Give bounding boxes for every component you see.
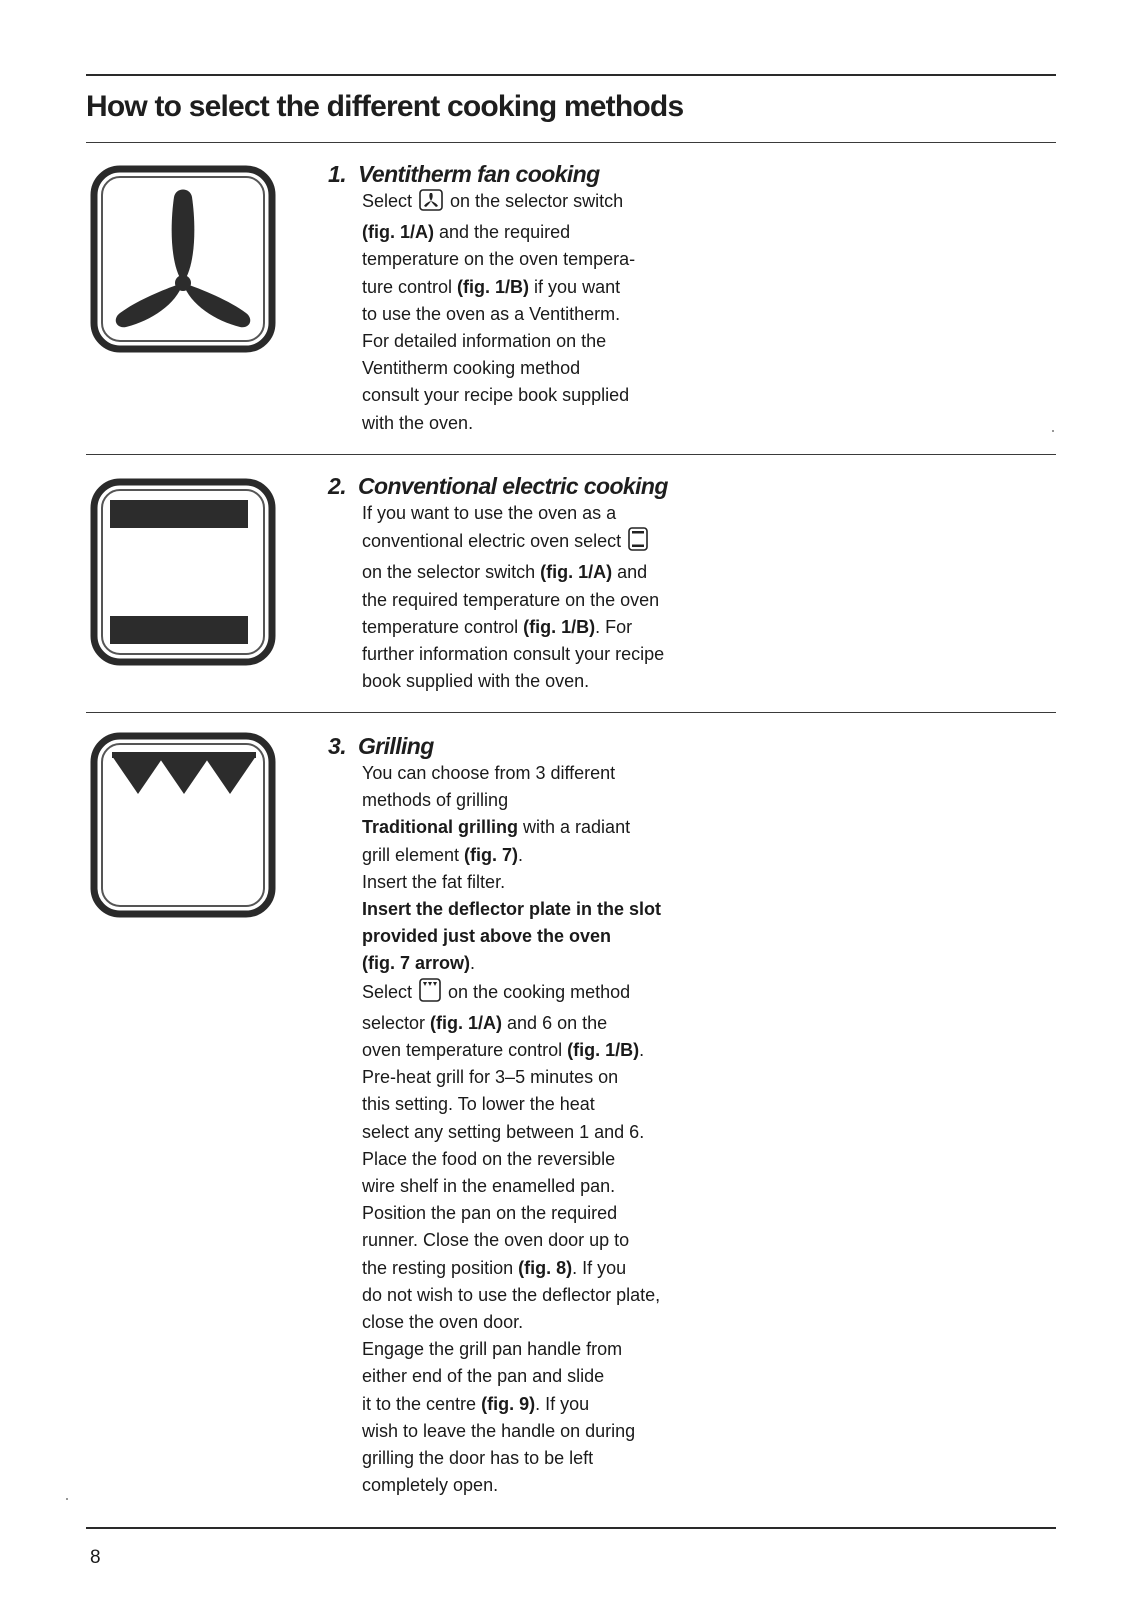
text-line [362,1309,748,1336]
speck [1052,430,1054,432]
text-run: and the required [434,222,571,243]
text-line [362,896,748,923]
text-run: (fig. 1/A) [362,222,434,243]
text-run: (fig. 7 arrow) [362,953,471,974]
text-run: (fig. 1/A) [540,562,613,583]
text-run: completely open. [362,1475,499,1496]
text-line [362,787,748,814]
text-line [362,1010,748,1037]
section-body [362,500,748,695]
text-run: temperature control [362,616,524,637]
top-bottom-heat-icon [628,527,648,559]
text-line [362,188,748,219]
text-line [362,842,748,869]
text-run: the required temperature on the oven [362,589,660,610]
text-run: You can choose from 3 different [362,763,616,783]
section-grilling [328,732,748,1499]
text-line [362,814,748,841]
section-body [362,760,748,1499]
section-heading: 1. Ventitherm fan cooking [328,161,600,187]
text-line [362,760,748,787]
text-line [362,614,748,641]
section-ventitherm [328,160,748,437]
text-run: Place the food on the reversible [362,1148,616,1169]
text-line [362,1119,748,1146]
text-line [362,1037,748,1064]
text-run: close the oven door. [362,1312,524,1333]
text-line [362,1418,748,1445]
section-divider [86,454,1056,455]
text-run: with the oven. [362,412,474,433]
text-run: runner. Close the oven door up to [362,1230,630,1251]
text-run: select any setting between 1 and 6. [362,1121,645,1142]
text-run: and 6 on the [502,1012,608,1033]
text-line [362,1391,748,1418]
text-run: (fig. 1/A) [430,1012,503,1033]
text-run: (fig. 7) [464,844,519,865]
top-bottom-heat-icon [90,478,276,666]
text-line [362,1146,748,1173]
page-number: 8 [90,1547,101,1568]
text-line [362,1227,748,1254]
text-run: temperature on the oven tempera- [362,249,636,270]
text-line [362,950,748,977]
text-run: Ventitherm cooking method [362,358,581,379]
text-line [362,355,748,382]
bottom-rule [86,1527,1056,1529]
text-run: Insert the deflector plate in the slot [362,899,662,920]
text-line [362,923,748,950]
text-run: . If you [535,1393,590,1414]
text-run: . [639,1040,645,1061]
text-line [362,410,748,437]
text-line [362,641,748,668]
text-line [362,1282,748,1309]
text-line [362,527,748,559]
text-run: Pre-heat grill for 3–5 minutes on [362,1067,619,1088]
text-run: (fig. 1/B) [457,276,530,297]
text-run: consult your recipe book supplied [362,385,630,406]
text-run: . [470,953,476,974]
text-line [362,1445,748,1472]
text-run: on the selector switch [445,191,624,211]
text-run: . If you [572,1257,627,1278]
text-run: with a radiant [518,817,631,838]
text-run: Position the pan on the required [362,1203,618,1224]
text-line [362,1363,748,1390]
grill-element-icon [90,732,276,918]
text-run: to use the oven as a Ventitherm. [362,303,621,324]
text-run: (fig. 1/B) [523,616,596,637]
text-line [362,274,748,301]
grill-element-icon [419,978,441,1010]
text-line [362,1336,748,1363]
text-run: conventional electric oven select [362,531,627,552]
text-line [362,587,748,614]
text-line [362,219,748,246]
text-run: (fig. 1/B) [567,1040,640,1061]
text-line [362,978,748,1010]
text-line [362,328,748,355]
text-run: . For [595,616,633,637]
text-run: Engage the grill pan handle from [362,1339,623,1360]
text-run: the resting position [362,1257,519,1278]
fan-symbol-icon [90,165,276,353]
text-run: provided just above the oven [362,926,612,947]
text-line [362,1255,748,1282]
text-run: wire shelf in the enamelled pan. [362,1176,616,1197]
speck [66,1498,68,1500]
text-run: on the cooking method [443,981,631,1002]
text-run: it to the centre [362,1393,482,1414]
text-line [362,500,748,527]
text-run: if you want [529,276,621,297]
text-line [362,1173,748,1200]
section-body [362,188,748,437]
text-run: For detailed information on the [362,331,607,352]
text-run: either end of the pan and slide [362,1366,605,1387]
text-line [362,1064,748,1091]
text-run: book supplied with the oven. [362,671,590,692]
top-rule [86,74,1056,76]
text-run: grilling the door has to be left [362,1448,594,1469]
text-line [362,301,748,328]
text-run: ture control [362,276,458,297]
section-divider [86,712,1056,713]
text-run: Insert the fat filter. [362,871,506,892]
text-line [362,246,748,273]
title-underline [86,142,1056,143]
text-line [362,382,748,409]
text-line [362,668,748,695]
text-line [362,559,748,586]
text-run: on the selector switch [362,562,541,583]
fan-symbol-icon [419,189,443,219]
text-run: If you want to use the oven as a [362,503,617,523]
text-run: selector [362,1012,431,1033]
text-run: wish to leave the handle on during [362,1420,636,1441]
text-run: this setting. To lower the heat [362,1094,595,1115]
text-run: do not wish to use the deflector plate, [362,1284,661,1305]
text-line [362,1472,748,1499]
text-run: further information consult your recipe [362,644,665,665]
text-run: grill element [362,844,465,865]
text-run: and [612,562,648,583]
text-run: (fig. 9) [481,1393,536,1414]
text-line [362,1091,748,1118]
page-title: How to select the different cooking methods [86,90,684,123]
section-heading: 3. Grilling [328,733,434,759]
text-run: Traditional grilling [362,817,519,838]
section-conventional [328,472,748,695]
section-heading: 2. Conventional electric cooking [328,473,668,499]
text-run: . [518,844,524,865]
text-line [362,869,748,896]
text-run: oven temperature control [362,1040,568,1061]
text-run: Select [362,981,418,1002]
text-run: Select [362,191,418,211]
text-line [362,1200,748,1227]
text-run: methods of grilling [362,790,509,811]
text-run: (fig. 8) [518,1257,573,1278]
